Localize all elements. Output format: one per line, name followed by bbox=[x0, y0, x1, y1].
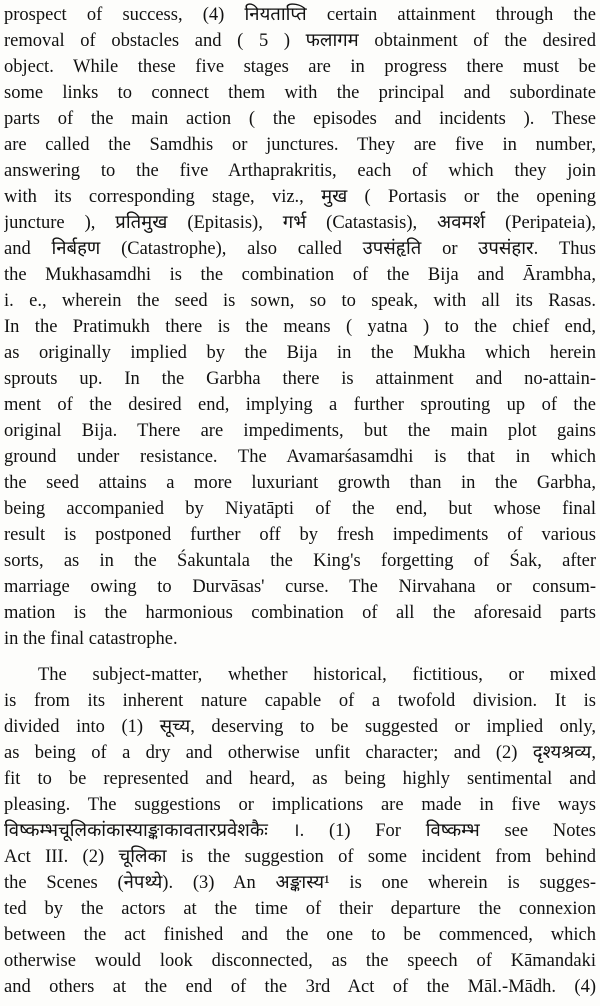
text-line: in the final catastrophe. bbox=[4, 629, 178, 649]
text-line: is from its inherent nature capable of a twofold division. It is bbox=[4, 691, 596, 711]
text-line: विष्कम्भचूलिकांकास्याङ्काकावतारप्रवेशकैः ।. (1) For विष्कम्भ see Notes bbox=[4, 821, 596, 841]
text-line: as originally implied by the Bija in the Mukha which herein bbox=[4, 343, 596, 363]
text-line: original Bija. There are impediments, but the main plot gains bbox=[4, 421, 596, 441]
text-line: The subject-matter, whether historical, fictitious, or mixed bbox=[38, 665, 596, 685]
text-line: In the Pratimukh there is the means ( yatna ) to the chief end, bbox=[4, 317, 596, 337]
text-line: otherwise would look disconnected, as the speech of Kāmandaki bbox=[4, 951, 596, 971]
text-line: i. e., wherein the seed is sown, so to speak, with all its Rasas. bbox=[4, 291, 596, 311]
text-line: result is postponed further off by fresh impediments of various bbox=[4, 525, 596, 545]
text-line: juncture ), प्रतिमुख (Epitasis), गर्भ (Catastasis), अवमर्श (Peripateia), bbox=[4, 213, 596, 233]
text-line: and निर्बहण (Catastrophe), also called उपसंहृति or उपसंहार. Thus bbox=[4, 239, 596, 259]
text-line: marriage owing to Durvāsas' curse. The Nirvahana or consum- bbox=[4, 577, 596, 597]
text-line: the Scenes (नेपथ्ये). (3) An अङ्कास्य¹ is one wherein is sugges- bbox=[4, 873, 596, 893]
text-line: some links to connect them with the principal and subordinate bbox=[4, 83, 596, 103]
text-line: ground under resistance. The Avamarśasamdhi is that in which bbox=[4, 447, 596, 467]
text-line: as being of a dry and otherwise unfit character; and (2) दृश्यश्रव्य, bbox=[4, 743, 596, 763]
text-line: sorts, as in the Śakuntala the King's forgetting of Śak, after bbox=[4, 551, 596, 571]
text-line: ment of the desired end, implying a further sprouting up of the bbox=[4, 395, 596, 415]
text-line: mation is the harmonious combination of all the aforesaid parts bbox=[4, 603, 596, 623]
text-line: the seed attains a more luxuriant growth than in the Garbha, bbox=[4, 473, 596, 493]
text-line: answering to the five Arthaprakritis, each of which they join bbox=[4, 161, 596, 181]
text-line: the Mukhasamdhi is the combination of the Bija and Ārambha, bbox=[4, 265, 596, 285]
text-line: parts of the main action ( the episodes and incidents ). These bbox=[4, 109, 596, 129]
text-line: fit to be represented and heard, as being highly sentimental and bbox=[4, 769, 596, 789]
text-line: being accompanied by Niyatāpti of the end, but whose final bbox=[4, 499, 596, 519]
text-line: removal of obstacles and ( 5 ) फलागम obtainment of the desired bbox=[4, 31, 596, 51]
text-line: Act III. (2) चूलिका is the suggestion of some incident from behind bbox=[4, 847, 596, 867]
text-line: with its corresponding stage, viz., मुख ( Portasis or the opening bbox=[4, 187, 596, 207]
text-line: are called the Samdhis or junctures. They are five in number, bbox=[4, 135, 596, 155]
text-line: divided into (1) सूच्य, deserving to be suggested or implied only, bbox=[4, 717, 596, 737]
text-line: pleasing. The suggestions or implications are made in five ways bbox=[4, 795, 596, 815]
text-line: and others at the end of the 3rd Act of the Māl.-Mādh. (4) bbox=[4, 977, 596, 997]
text-line: ted by the actors at the time of their departure the connexion bbox=[4, 899, 596, 919]
text-line: object. While these five stages are in progress there must be bbox=[4, 57, 596, 77]
text-line: between the act finished and the one to be commenced, which bbox=[4, 925, 596, 945]
text-line: prospect of success, (4) नियताप्ति certain attainment through the bbox=[4, 5, 596, 25]
text-line: sprouts up. In the Garbha there is attainment and no-attain- bbox=[4, 369, 596, 389]
